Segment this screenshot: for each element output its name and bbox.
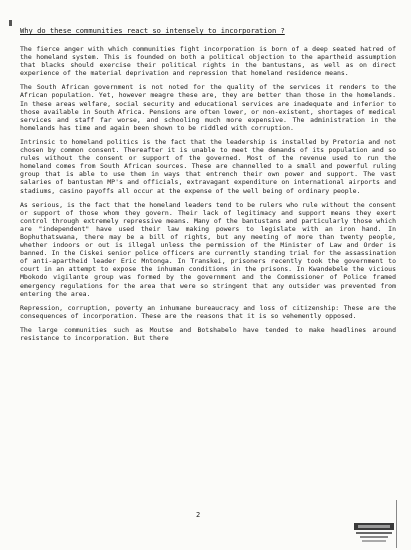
paragraph-5: Repression, corruption, poverty an inhumane bureaucracy and loss of citizenship: These are the consequences of incorporation. These are the reasons that it is so vehemently opposed. <box>20 303 396 320</box>
paragraph-6: The large communities such as Moutse and Botshabelo have tended to make headlines around resistance to incorporation. But there <box>20 325 396 342</box>
document-body <box>20 45 396 348</box>
paragraph-3: Intrinsic to homeland politics is the fact that the leadership is installed by Pretoria and not chosen by common consent. Thereafter it is unable to meet the demands of its population and so rules without the consent or support of the governed. Most of the revenue used to run the homeland comes from South African sources. These are channelled to a small and powerful ruling group that is able to use them in ways that entrench their own power and support. The vast salaries of bantustan MP's and officials, extravagant expenditure on international airports and stadiums, casino payoffs all occur at the expense of the well being of ordinary people. <box>20 137 396 195</box>
paragraph-2: The South African government is not noted for the quality of the services it renders to the African population. Yet, however meagre these are, they are better than those in the homelands. In these areas welfare, social security and educational services are inadequate and inferior to those available in South Africa. Pensions are often lower, or non-existent, shortages of medical services and staff far worse, and schooling much more expensive. The administration in the homelands has time and again been shown to be riddled with corruption. <box>20 83 396 132</box>
archive-stamp-icon <box>352 520 396 544</box>
page-number: 2 <box>196 511 201 519</box>
scan-edge-mark <box>396 500 397 548</box>
section-heading: Why do these communities react so intensely to incorporation ? <box>20 26 285 35</box>
paragraph-1: The fierce anger with which communities fight incorporation is born of a deep seated hatred of the homeland system. This is founded on both a political objection to the apartheid assumption that blacks should exercise their political rights in the bantustans, as well as on direct experience of the material deprivation and repression that homeland residence means. <box>20 45 396 78</box>
scan-mark <box>9 20 12 26</box>
paragraph-4: As serious, is the fact that the homeland leaders tend to be rulers who rule without the consent or support of those whom they govern. Their lack of legitimacy and support means they exert control through extremely repressive means. Many of the bantustans and particularly those which are "independent" have used their law making powers to legislate with an iron hand. In Bophuthatswana, there may be a bill of rights, but any meeting of more than twenty people, whether indoors or out is illegal unless the permission of the Minister of Law and Order is banned. In the Ciskei senior police officers are currently standing trial for the assassination of anti-apartheid leader Eric Mntonga. In Transkei, prisoners recently took the government to court in an attempt to expose the inhuman conditions in the prisons. In Kwandebele the vicious Mbokodo vigilante group was formed by the government and the Commissioner of Police framed emergency regulations for the area that were so stringent that any outsider was prevented from entering the area. <box>20 200 396 298</box>
